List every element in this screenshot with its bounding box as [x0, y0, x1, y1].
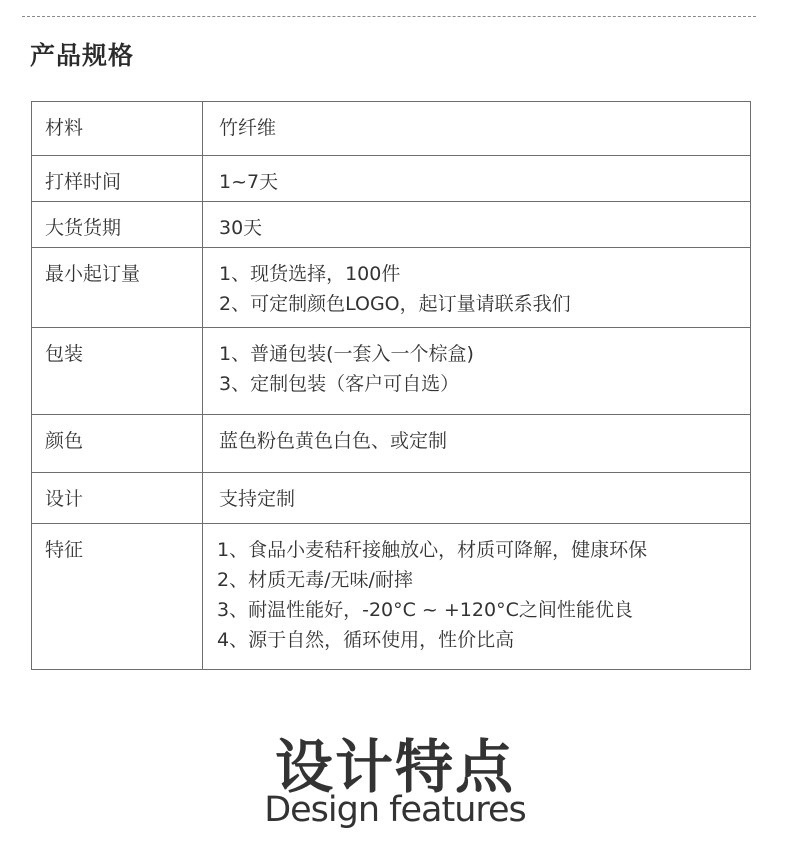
- table-row: [32, 248, 751, 328]
- spec-value-line: 竹纤维: [219, 117, 277, 139]
- spec-value-line: 30天: [219, 217, 263, 239]
- table-row: [32, 415, 751, 473]
- spec-value: [203, 102, 751, 156]
- spec-value: [203, 248, 751, 328]
- spec-value-line: 3、定制包装（客户可自选）: [219, 373, 460, 395]
- spec-value: [203, 202, 751, 248]
- spec-value: [203, 328, 751, 415]
- spec-value-line: 3、耐温性能好，-20°C ~ +120°C之间性能优良: [217, 599, 633, 621]
- spec-label: 包装: [32, 328, 203, 415]
- section-title: 产品规格: [30, 41, 135, 70]
- spec-table: [31, 101, 751, 670]
- spec-value-line: 1~7天: [219, 171, 279, 193]
- design-features-title: 设计特点: [274, 733, 515, 801]
- spec-value-line: 支持定制: [219, 488, 296, 510]
- table-row: [32, 156, 751, 202]
- spec-label: 特征: [32, 524, 203, 670]
- top-divider: [22, 16, 756, 17]
- table-row: [32, 102, 751, 156]
- spec-value-line: 2、可定制颜色LOGO，起订量请联系我们: [219, 293, 571, 315]
- table-row: [32, 524, 751, 670]
- spec-value-line: 蓝色粉色黄色白色、或定制: [219, 430, 448, 452]
- spec-value: [203, 473, 751, 524]
- spec-value: [203, 156, 751, 202]
- spec-value: [203, 415, 751, 473]
- spec-label: 最小起订量: [32, 248, 203, 328]
- table-row: [32, 202, 751, 248]
- spec-value-line: 1、食品小麦秸秆接触放心，材质可降解，健康环保: [217, 539, 648, 561]
- spec-label: 设计: [32, 473, 203, 524]
- spec-value-line: 4、源于自然，循环使用，性价比高: [217, 629, 515, 651]
- spec-value-line: 1、普通包装(一套入一个棕盒): [219, 343, 474, 365]
- spec-value-line: 2、材质无毒/无味/耐摔: [217, 569, 413, 591]
- design-features-subtitle: Design features: [264, 790, 526, 830]
- spec-label: 材料: [32, 102, 203, 156]
- spec-label: 打样时间: [32, 156, 203, 202]
- table-row: [32, 473, 751, 524]
- spec-value: [203, 524, 751, 670]
- spec-label: 颜色: [32, 415, 203, 473]
- spec-label: 大货货期: [32, 202, 203, 248]
- table-row: [32, 328, 751, 415]
- spec-value-line: 1、现货选择，100件: [219, 263, 401, 285]
